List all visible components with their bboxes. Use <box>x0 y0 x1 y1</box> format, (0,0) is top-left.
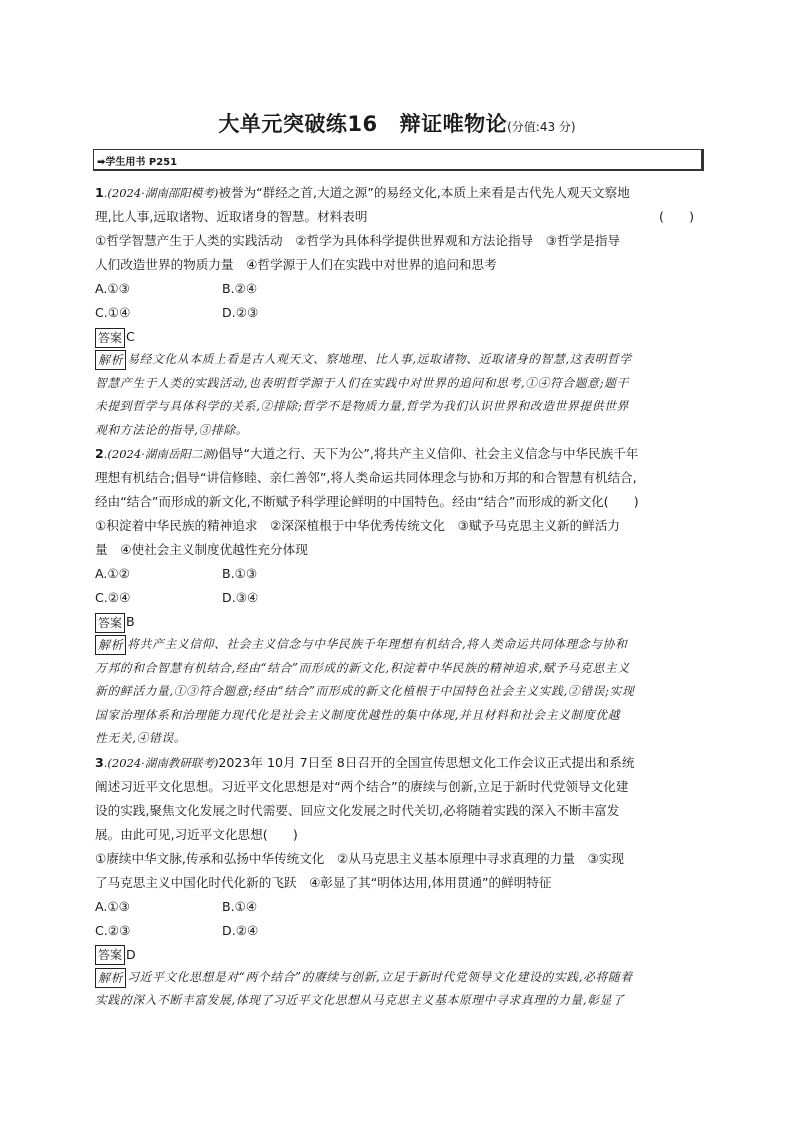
question-stem-line: 理想有机结合;倡导“讲信修睦、亲仁善邻”,将人类命运共同体理念与协和万邦的和合智慧有机结合, <box>95 470 637 485</box>
student-book-reference-bar <box>93 149 704 171</box>
statement-line: ①赓续中华文脉,传承和弘扬中华传统文化 ②从马克思主义基本原理中寻求真理的力量 ③实现 <box>95 850 625 866</box>
explanation-line: 实践的深入不断丰富发展,体现了习近平文化思想从马克思主义基本原理中寻求真理的力量,彰显了 <box>95 993 625 1007</box>
option-a: A.①③ <box>95 898 130 914</box>
explanation-line: 万邦的和合智慧有机结合,经由“结合”而形成的新文化,积淀着中华民族的精神追求,赋予马克思主义 <box>95 660 630 675</box>
explanation-line: 未提到哲学与具体科学的关系,②排除;哲学不是物质力量,哲学为我们认识世界和改造世界提供世界 <box>95 399 629 413</box>
answer-row <box>95 944 703 966</box>
statement-line: 量 ④使社会主义制度优越性充分体现 <box>95 542 308 557</box>
question-2 <box>95 442 703 751</box>
question-number: 1 <box>95 185 104 200</box>
explanation-line: 新的鲜活力量,①③符合题意;经由“结合”而形成的新文化植根于中国特色社会主义实践,②错误;实现 <box>95 684 635 698</box>
statement-line: 了马克思主义中国化时代化新的飞跃 ④彰显了其“明体达用,体用贯通”的鲜明特征 <box>95 874 552 890</box>
question-stem-line: 2023年 10月 7日至 8日召开的全国宣传思想文化工作会议正式提出和系统 <box>218 754 635 770</box>
question-stem-line: 经由“结合”而形成的新文化,不断赋予科学理论鲜明的中国特色。经由“结合”而形成的新文化( ) <box>95 494 639 509</box>
explanation-line: 习近平文化思想是对“两个结合”的赓续与创新,立足于新时代党领导文化建设的实践,必将随着 <box>127 969 633 984</box>
explanation-line: 性无关,④错误。 <box>95 731 187 745</box>
question-stem-line: 展。由此可见,习近平文化思想( ) <box>95 826 298 842</box>
option-b: B.②④ <box>222 281 258 296</box>
answer-tag: 答案 <box>95 613 125 633</box>
question-number: 2 <box>95 446 104 461</box>
question-1 <box>95 181 703 442</box>
explanation-tag: 解析 <box>95 635 126 655</box>
statement-line: ①积淀着中华民族的精神追求 ②深深植根于中华优秀传统文化 ③赋予马克思主义新的鲜活力 <box>95 518 621 533</box>
answer-row <box>95 611 703 633</box>
explanation-line: 易经文化从本质上看是古人观天文、察地理、比人事,远取诸物、近取诸身的智慧,这表明哲学 <box>127 352 632 366</box>
answer-value: C <box>126 329 135 344</box>
answer-value: D <box>126 946 136 962</box>
statement-line: ①哲学智慧产生于人类的实践活动 ②哲学为具体科学提供世界观和方法论指导 ③哲学是指导 <box>95 233 621 248</box>
option-c: C.①④ <box>95 305 131 320</box>
explanation-tag: 解析 <box>95 968 126 988</box>
title-topic: 辩证唯物论 <box>399 112 508 136</box>
answer-tag: 答案 <box>95 328 125 348</box>
question-stem-line: 设的实践,聚焦文化发展之时代需要、回应文化发展之时代关切,必将随着实践的深入不断丰富发 <box>95 802 620 818</box>
explanation-line: 国家治理体系和治理能力现代化是社会主义制度优越性的集中体现,并且材料和社会主义制度优越 <box>95 707 621 722</box>
option-c: C.②③ <box>95 922 131 938</box>
question-number: 3 <box>95 754 104 770</box>
page-title <box>0 108 794 138</box>
explanation-line: 智慧产生于人类的实践活动,也表明哲学源于人们在实践中对世界的追问和思考,①④符合题意;题干 <box>95 375 629 390</box>
score-note: (分值:43 分) <box>507 120 576 134</box>
explanation-tag: 解析 <box>95 350 126 370</box>
option-b: B.①④ <box>222 898 258 914</box>
option-a: A.①③ <box>95 281 130 296</box>
question-source: .(2024·湖南岳阳二测) <box>103 447 219 461</box>
answer-row <box>95 326 703 348</box>
option-d: D.③④ <box>222 590 259 605</box>
option-d: D.②③ <box>222 305 259 320</box>
question-source: .(2024·湖南教研联考) <box>103 755 219 770</box>
answer-value: B <box>126 614 135 629</box>
question-3 <box>95 751 703 1013</box>
question-stem-line: 倡导“大道之行、天下为公”,将共产主义信仰、社会主义信念与中华民族千年 <box>218 446 639 461</box>
explanation-line: 将共产主义信仰、社会主义信念与中华民族千年理想有机结合,将人类命运共同体理念与协和 <box>127 637 628 651</box>
question-stem-line: 阐述习近平文化思想。习近平文化思想是对“两个结合”的赓续与创新,立足于新时代党领导文化建 <box>95 778 629 794</box>
option-c: C.②④ <box>95 590 131 605</box>
question-list <box>95 181 703 1013</box>
question-stem-line: 被誉为“群经之首,大道之源”的易经文化,本质上来看是古代先人观天文察地 <box>218 185 630 200</box>
statement-line: 人们改造世界的物质力量 ④哲学源于人们在实践中对世界的追问和思考 <box>95 257 497 272</box>
answer-blank: ( ) <box>659 209 695 224</box>
title-unit: 大单元突破练16 <box>218 112 378 136</box>
question-source: .(2024·湖南邵阳模考) <box>103 186 219 200</box>
student-book-reference: ➡学生用书 P251 <box>97 157 178 168</box>
question-stem-line: 理,比人事,远取诸物、近取诸身的智慧。材料表明 <box>95 209 368 224</box>
option-a: A.①② <box>95 566 130 581</box>
option-b: B.①③ <box>222 566 258 581</box>
answer-tag: 答案 <box>95 945 125 965</box>
option-d: D.②④ <box>222 922 259 938</box>
explanation-line: 观和方法论的指导,③排除。 <box>95 422 249 437</box>
